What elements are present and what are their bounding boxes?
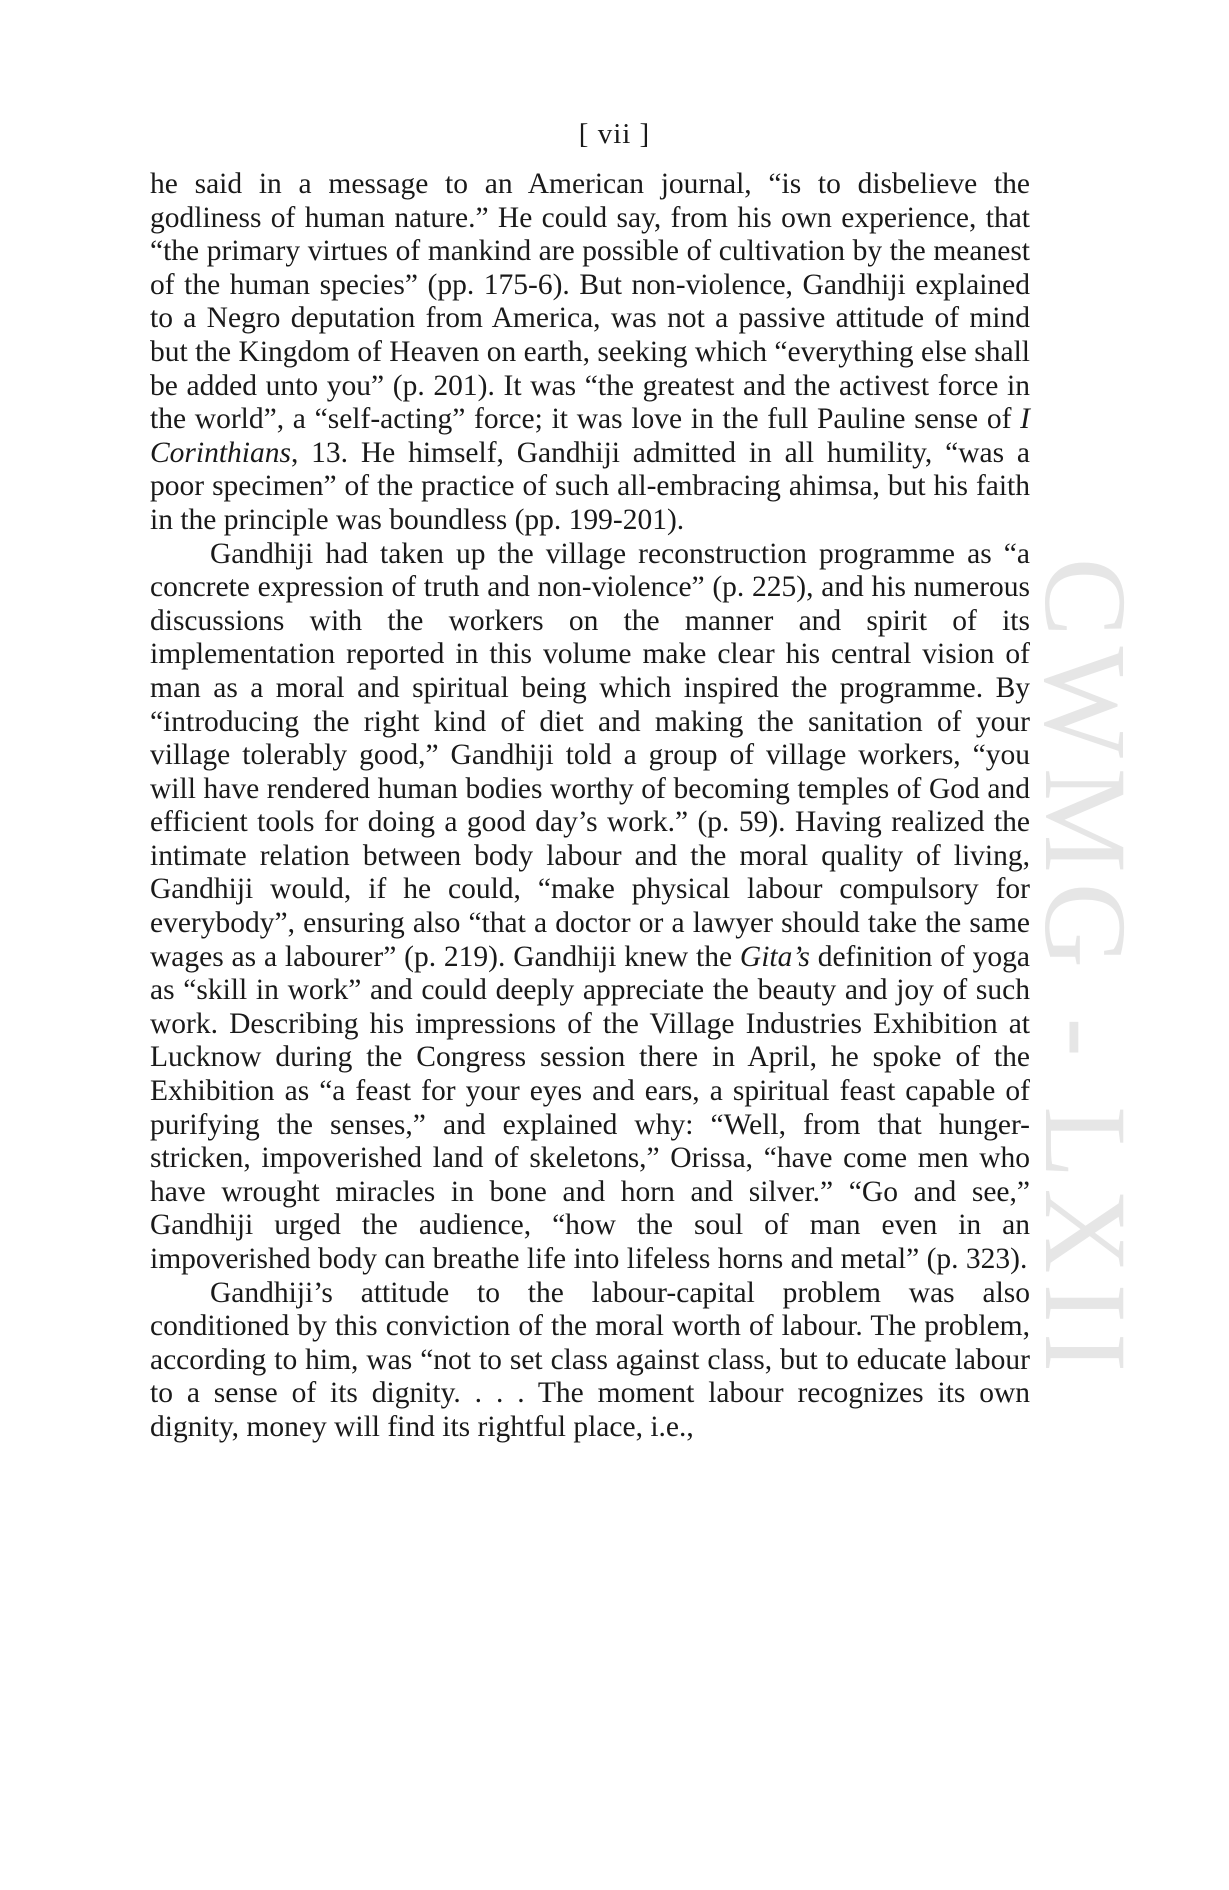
- paragraph-text: Gandhiji’s attitude to the labour-capital problem was also conditioned by this conviction of the moral worth of labour. The problem, according to him, was “not to set class against class, but to educate labour to a sense of its dignity. . . . The moment labour recognizes its own dignity, money will find its rightful place, i.e.,: [150, 1276, 1030, 1443]
- body-text: [150, 168, 1030, 1445]
- page-number: [ vii ]: [578, 118, 651, 150]
- paragraph-1: [150, 168, 1030, 538]
- paragraph-2: [150, 538, 1030, 1277]
- watermark: [1020, 490, 1151, 1450]
- paragraph-text: , 13. He himself, Gandhiji admitted in all humility, “was a poor specimen” of the practice of such all-embracing ahimsa, but his faith in the principle was boundless (pp. 199-201).: [150, 436, 1030, 536]
- italic-title: Gita’s: [739, 940, 810, 973]
- paragraph-text: he said in a message to an American journal, “is to disbelieve the godliness of human nature.” He could say, from his own experience, that “the primary virtues of mankind are possible of cultivation by the meanest of the human species” (pp. 175-6). But non-violence, Gandhiji explained to a Negro deputation from America, was not a passive attitude of mind but the Kingdom of Heaven on earth, seeking which “everything else shall be added unto you” (p. 201). It was “the greatest and the activest force in the world”, a “self-acting” force; it was love in the full Pauline sense of: [150, 168, 1030, 436]
- paragraph-text: Gandhiji had taken up the village reconstruction programme as “a concrete expression of truth and non-violence” (p. 225), and his numerous discussions with the workers on the manner and spirit of its implementation reported in this volume make clear his central vision of man as a moral and spiritual being which inspired the programme. By “introducing the right kind of diet and making the sanitation of your village tolerably good,” Gandhiji told a group of village workers, “you will have rendered human bodies worthy of becoming temples of God and efficient tools for doing a good day’s work.” (p. 59). Having realized the intimate relation between body labour and the moral quality of living, Gandhiji would, if he could, “make physical labour compulsory for everybody”, ensuring also “that a doctor or a lawyer should take the same wages as a labourer” (p. 219). Gandhiji knew the: [150, 537, 1030, 973]
- paragraph-text: definition of yoga as “skill in work” and could deeply appreciate the beauty and joy of such work. Describing his impressions of the Village Industries Exhibition at Lucknow during the Congress session there in April, he spoke of the Exhibition as “a feast for your eyes and ears, a spiritual feast capable of purifying the senses,” and explained why: “Well, from that hunger-stricken, impoverished land of skeletons,” Orissa, “have come men who have wrought miracles in bone and horn and silver.” “Go and see,” Gandhiji urged the audience, “how the soul of man even in an impoverished body can breathe life into lifeless horns and metal” (p. 323).: [150, 940, 1030, 1275]
- paragraph-3: [150, 1277, 1030, 1445]
- italic-title: I Corinthians: [150, 403, 1030, 469]
- watermark-text: CWMG - LXII: [1020, 557, 1151, 1383]
